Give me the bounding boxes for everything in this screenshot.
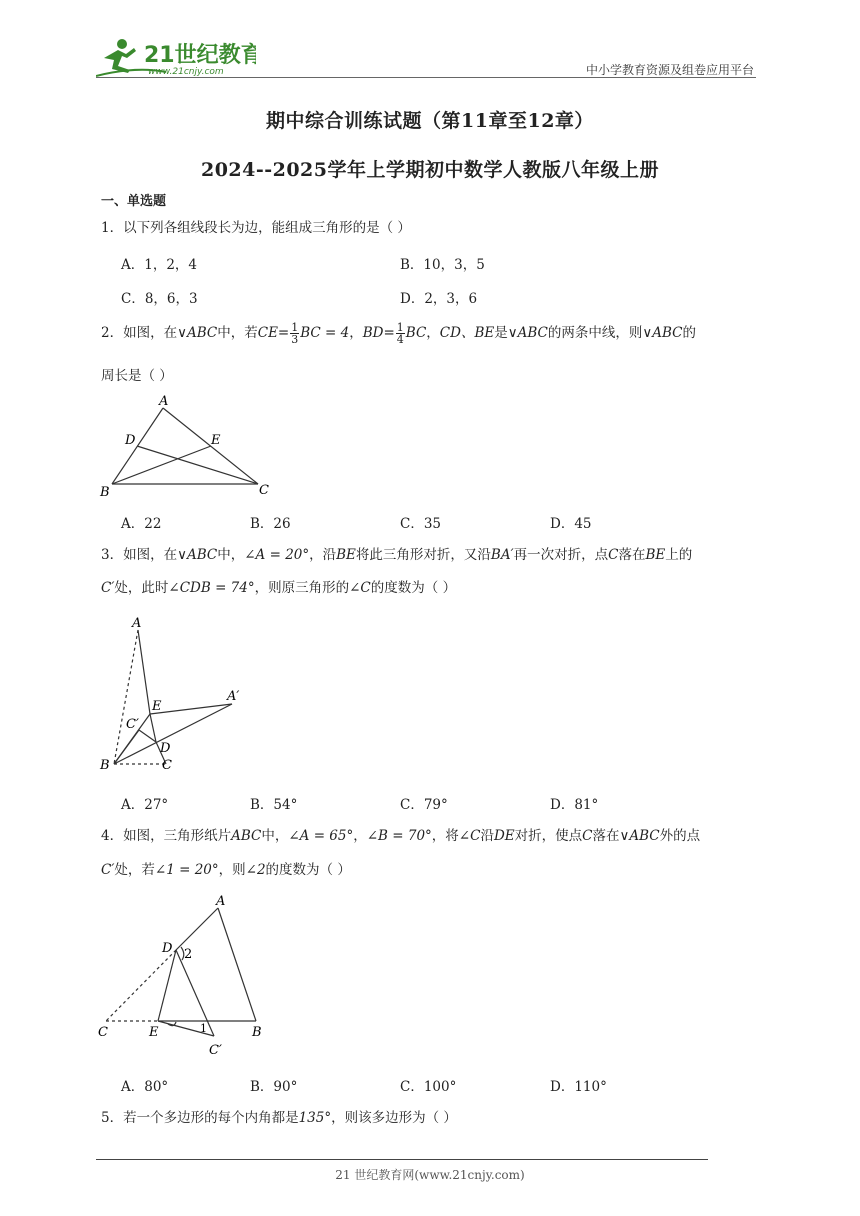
- question-4-text: 4．如图，三角形纸片ABC中，∠A = 65°，∠B = 70°，将∠C沿DE对折，使点C落在∨ABC外的点: [101, 828, 701, 844]
- q4-option-b[interactable]: B．90°: [250, 1079, 298, 1095]
- q4-label-1: 1: [200, 1022, 207, 1035]
- q3-label-b: B: [100, 758, 110, 773]
- header-divider: [96, 77, 756, 78]
- fraction-one-quarter: $\frac{1}{4}$: [396, 321, 404, 346]
- footer-text: 21 世纪教育网(www.21cnjy.com): [335, 1168, 525, 1182]
- q2-option-c[interactable]: C．35: [400, 516, 442, 532]
- q2-label-e: E: [211, 433, 221, 448]
- question-4-text-line2: C′处，若∠1 = 20°，则∠2的度数为（ ）: [101, 862, 351, 878]
- q4-label-2: 2: [184, 947, 193, 962]
- q3-option-b[interactable]: B．54°: [250, 797, 298, 813]
- q3-label-e: E: [152, 699, 162, 714]
- site-logo: [96, 36, 256, 78]
- header-right-text: 中小学教育资源及组卷应用平台: [585, 63, 754, 77]
- question-1-text: 1．以下列各组线段长为边，能组成三角形的是（ ）: [101, 220, 411, 236]
- q3-label-a: A: [132, 616, 142, 631]
- logo-url: www.21cnjy.com: [148, 67, 224, 77]
- q3-option-a[interactable]: A．27°: [121, 797, 169, 813]
- q1-option-d[interactable]: D．2，3，6: [400, 291, 478, 307]
- q4-label-a: A: [216, 894, 226, 909]
- q1-option-b[interactable]: B．10，3，5: [400, 257, 485, 273]
- q3-figure: [96, 612, 256, 781]
- q4-label-c: C: [98, 1025, 108, 1040]
- q4-figure: [96, 890, 271, 1064]
- q2-option-d[interactable]: D．45: [550, 516, 592, 532]
- q3-label-d: D: [160, 741, 171, 756]
- q1-option-a[interactable]: A．1，2，4: [121, 257, 198, 273]
- q3-label-c: C: [162, 758, 172, 773]
- q2-label-c: C: [259, 483, 269, 498]
- page-title: 期中综合训练试题（第11章至12章）: [266, 110, 594, 132]
- q2-label-b: B: [100, 485, 110, 500]
- question-2-text-line2: 周长是（ ）: [101, 368, 173, 384]
- question-2-text: 2．如图，在∨ABC中，若CE= $\frac{1}{3}$ BC = 4，BD= $\frac{1}{4}$ BC，CD、BE是∨ABC的两条中线，则∨ABC的: [101, 321, 697, 346]
- q3-label-c-prime: C′: [126, 717, 139, 732]
- q4-option-c[interactable]: C．100°: [400, 1079, 457, 1095]
- q3-option-d[interactable]: D．81°: [550, 797, 599, 813]
- footer-divider: [96, 1159, 708, 1160]
- q2-figure: [96, 392, 276, 504]
- q2-label-d: D: [125, 433, 136, 448]
- q2-label-a: A: [159, 394, 169, 409]
- question-3-text-line2: C′处，此时∠CDB = 74°，则原三角形的∠C的度数为（ ）: [101, 580, 457, 596]
- q4-label-d: D: [162, 941, 173, 956]
- section-title: 一、单选题: [101, 194, 167, 209]
- q4-option-d[interactable]: D．110°: [550, 1079, 607, 1095]
- q3-option-c[interactable]: C．79°: [400, 797, 448, 813]
- logo-text: 21世纪教育: [144, 43, 256, 68]
- q4-option-a[interactable]: A．80°: [121, 1079, 169, 1095]
- question-5-text: 5．若一个多边形的每个内角都是135°，则该多边形为（ ）: [101, 1110, 457, 1126]
- q1-option-c[interactable]: C．8，6，3: [121, 291, 198, 307]
- q4-label-e: E: [149, 1025, 159, 1040]
- q2-option-a[interactable]: A．22: [121, 516, 162, 532]
- q2-option-b[interactable]: B．26: [250, 516, 291, 532]
- q4-label-c-prime: C′: [209, 1043, 222, 1058]
- page-subtitle: 2024--2025学年上学期初中数学人教版八年级上册: [200, 159, 660, 181]
- q4-label-b: B: [252, 1025, 262, 1040]
- question-3-text: 3．如图，在∨ABC中，∠A = 20°，沿BE将此三角形对折，又沿BA′再一次对折，点C落在BE上的: [101, 547, 693, 563]
- fraction-one-third: $\frac{1}{3}$: [291, 321, 299, 346]
- q3-label-a-prime: A′: [227, 689, 240, 704]
